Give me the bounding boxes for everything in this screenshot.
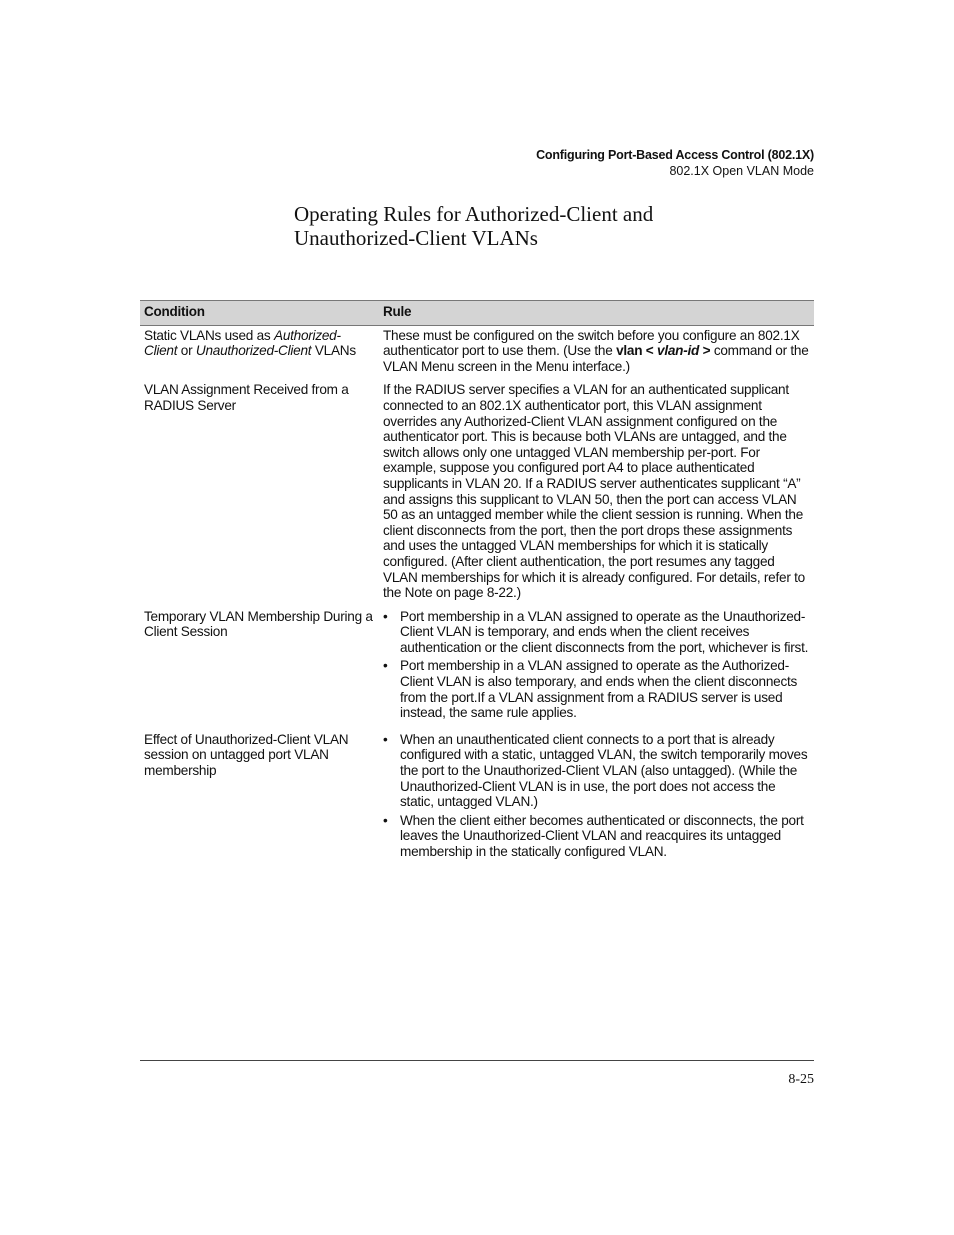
command-keyword: vlan <	[616, 343, 658, 359]
bullet-text: When an unauthenticated client connects to a port that is already configured with a static, untagged VLAN, the switch temporarily moves the port to the Unauthorized-Client VLAN (also untagged). (While the Unauthorized-Client VLAN is in use, the port does not access the static, untagged VLAN.)	[400, 731, 808, 810]
rule-text: These must be configured on the switch before you configure an 802.1X authenticator port to use them. (Use the	[383, 327, 800, 359]
condition-text: Static VLANs used as	[144, 327, 274, 343]
rule-cell	[379, 325, 814, 374]
section-title-line-1: Operating Rules for Authorized-Client and	[294, 202, 654, 226]
page-number: 8-25	[788, 1072, 814, 1087]
condition-column-header: Condition	[140, 301, 379, 326]
condition-text: or	[177, 343, 196, 359]
rule-cell	[379, 609, 814, 724]
rule-cell: If the RADIUS server specifies a VLAN for an authenticated supplicant connected to an 802.1X authenticator port, this VLAN assignment overrides any Authorized-Client VLAN assignment configured on the authenticator port. This is because both VLANs are untagged, and the switch allows only one untagged VLAN membership per-port. For example, suppose you configured port A4 to place authenticated supplicants in VLAN 20. If a RADIUS server authenticates supplicant “A” and assigns this supplicant to VLAN 50, then the port can access VLAN 50 as an untagged member while the client session is running. When the client disconnects from the port, then the port drops these assignments and uses the untagged VLAN memberships for which it is statically configured. (After client authentication, the port resumes any tagged VLAN memberships for which it is already configured. For details, refer to the Note on page 8-22.)	[383, 382, 805, 601]
command-parameter: vlan-id	[657, 343, 700, 359]
running-head	[536, 147, 814, 179]
section-title-line-2: Unauthorized-Client VLANs	[294, 226, 538, 250]
bullet-text: Port membership in a VLAN assigned to operate as the Authorized-Client VLAN is also temporary, and ends when the client disconnects from the port.If a VLAN assignment from a RADIUS server is used instead, the same rule applies.	[400, 658, 798, 721]
condition-italic-term: Authorized-Client	[144, 327, 341, 359]
rule-bullet-item	[383, 658, 810, 720]
table-header-row	[140, 301, 814, 326]
command-keyword: >	[699, 343, 711, 359]
condition-text: VLANs	[311, 343, 356, 359]
bullet-marker: •	[383, 731, 388, 747]
condition-cell	[140, 325, 379, 374]
footer-divider	[140, 1060, 814, 1061]
bullet-text: When the client either becomes authenticated or disconnects, the port leaves the Unauthorized-Client VLAN and reacquires its untagged membership in the statically configured VLAN.	[400, 812, 804, 859]
table-row	[140, 325, 814, 374]
bullet-marker: •	[383, 608, 388, 624]
rule-text: command or the VLAN Menu screen in the Menu interface.)	[383, 343, 809, 374]
rule-bullet-item	[383, 609, 810, 656]
condition-cell: Temporary VLAN Membership During a Client Session	[144, 608, 373, 640]
bullet-marker: •	[383, 812, 388, 828]
table-row	[140, 382, 814, 600]
rule-bullet-item	[383, 732, 810, 810]
table-row	[140, 609, 814, 724]
bullet-marker: •	[383, 658, 388, 674]
rule-column-header: Rule	[379, 301, 814, 326]
rule-bullet-list	[383, 732, 810, 860]
condition-italic-term: Unauthorized-Client	[195, 343, 312, 359]
rules-table	[140, 300, 814, 863]
section-title	[294, 202, 794, 250]
bullet-text: Port membership in a VLAN assigned to operate as the Unauthorized-Client VLAN is temporary, and ends when the client receives authentication or the client disconnects from the port, whichever is first.	[400, 608, 809, 655]
condition-cell: Effect of Unauthorized-Client VLAN session on untagged port VLAN membership	[144, 731, 349, 779]
rule-cell	[379, 732, 814, 863]
running-head-section: 802.1X Open VLAN Mode	[669, 164, 814, 178]
table-row	[140, 732, 814, 863]
rule-bullet-list	[383, 609, 810, 721]
rule-bullet-item	[383, 813, 810, 860]
condition-cell: VLAN Assignment Received from a RADIUS Server	[144, 382, 349, 413]
running-head-chapter: Configuring Port-Based Access Control (802.1X)	[536, 148, 814, 162]
